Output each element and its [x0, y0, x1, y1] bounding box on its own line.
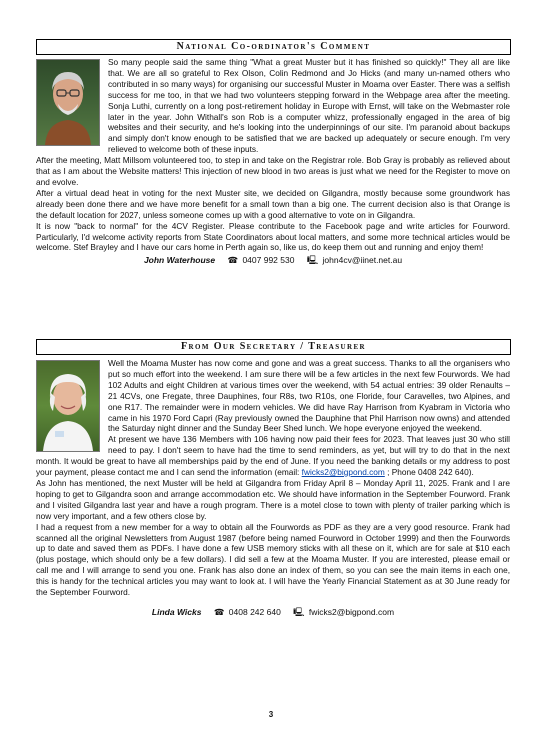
coordinator-para-1: So many people said the same thing "What a great Muster but it has finished so quickly!" They all are like that. We are all so grateful to Rex Olson, Colin Redmond and Jo Hicks (and many un-named others who contributed in so many ways) for organising our successful Muster in Moama over Easter. There was a selfish success for me too, in that we had two volunteers stepping forward in the Webpage area after the meeting. Sonja Luthi, currently on a long post-retirement holiday in Europe with Ernst, will take on the Webmaster role later in the year. John Withall's son Rob is a computer whizz, professionally engaged in the area of big websites and their security, and he's looking into the underpinnings of our site. I'm paranoid about backups and simply don't know enough to be satisfied that we are backed up adequately or secure enough. I'm very relieved to welcome both of these inputs.: [108, 57, 510, 155]
photo-linda-wicks: [36, 360, 100, 452]
secretary-para-1: Well the Moama Muster has now come and gone and was a great success. Thanks to all the organisers who put so much effort into the weekend. I am sure there will be a few articles in the next few Fourwords. We had 102 Adults and eight Children at various times over the weekend, with 54 actual entries: 39 older Renaults – 21 4CVs, one Fregate, three Dauphines, four R8s, two R10s, one Floride, four Caravelles, two Alpines, and one R17. The remainder were in modern vehicles. We did have Ray Harrison from Kyabram in Victoria who came in his 1970 Ford Capri (Ray previously owned the Dauphine that Phil Harrison now owns) and attended the Saturday night dinner and the Sunday Beer Shed lunch. We hope everyone enjoyed the weekend.: [108, 358, 510, 434]
coordinator-para-2: After the meeting, Matt Millsom volunteered too, to step in and take on the Registrar role. Bob Gray is probably as relieved about that as I am about the Website matters! This injection of new blood in two areas is just what we need for the Register to move on and evolve.: [36, 155, 510, 187]
computer-icon: 🖳: [306, 255, 319, 266]
signature-name: Linda Wicks: [151, 606, 202, 617]
secretary-para-4: I had a request from a new member for a way to obtain all the Fourwords as PDF as they are a very good resource. Frank had scanned all the original Newsletters from August 1987 (before being named Fourword in October 1999) and then the Fourwords up to date and saved them as PDFs. I have done a few USB memory sticks with all these on it, which are for sale at $10 each (plus postage, which should only be a few dollars). I did sell a few at the Moama Muster. If you are interested, please email or call me and I will arrange to send you one. Frank has also done an index of them, so you can see the main items in each one, this is handy for the technical articles you may want to look at. I will have the Yearly Financial Statement as at 30 June ready for the September Fourword.: [36, 521, 510, 598]
computer-icon: 🖳: [293, 606, 305, 617]
phone-icon: ☎: [227, 255, 239, 266]
coordinator-para-3: After a virtual dead heat in voting for the next Muster site, we decided on Gilgandra, mostly because some groundwork has already been done there and we have more benefit for a small town than a big one. The current decision also is that Orange is the default location for 2027, unless someone comes up with a good alternative to vote on in Gilgandra.: [36, 187, 510, 220]
page-number: 3: [268, 710, 274, 719]
secretary-para-2-text: At present we have 136 Members with 106 having now paid their fees for 2023. That leaves just 30 who still need to pay. I don't seem to have had the time to send reminders, as yet, but will try to do that in the next month. It would be great to have all memberships paid by the end of June. If you need the banking details or my address to post your payment, please contact me and I can send the information (email:: [36, 434, 510, 478]
signature-name: John Waterhouse: [143, 255, 216, 266]
photo-john-waterhouse: [36, 59, 100, 146]
secretary-email-link[interactable]: fwicks2@bigpond.com: [301, 467, 385, 478]
signature-email[interactable]: fwicks2@bigpond.com: [308, 606, 395, 617]
section-header-secretary: From Our Secretary / Treasurer: [36, 339, 511, 355]
coordinator-para-4: It is now "back to normal" for the 4CV Register. Please contribute to the Facebook page and write articles for Fourword. Particularly, I'd welcome activity reports from State Coordinators about local matters, and some more technical articles would be welcome. Stef Brayley and I have our cars home in Perth again so, like us, do keep them out and running and enjoy them!: [36, 220, 510, 253]
phone-icon: ☎: [213, 606, 225, 617]
secretary-report-body: [36, 358, 510, 618]
coordinator-comment-body: [36, 57, 510, 266]
signature-phone: 0407 992 530: [242, 255, 295, 266]
secretary-signature: [36, 606, 510, 618]
secretary-para-2-end: ; Phone 0408 242 640).: [384, 467, 474, 478]
section-header-coordinator: National Co-ordinator's Comment: [36, 39, 511, 55]
secretary-para-2: [36, 434, 510, 478]
secretary-para-3: As John has mentioned, the next Muster will be held at Gilgandra from Friday April 8 – Monday April 11, 2025. Frank and I are hoping to get to Gilgandra soon and arrange accommodation etc. We should have information in the September Fourword. Frank and I visited Gilgandra last year and have a rough program. There is a motel close to town with plenty of trailer parking which is now very important, and a few others close by.: [36, 477, 510, 521]
coordinator-signature: [36, 254, 510, 266]
signature-phone: 0408 242 640: [228, 606, 281, 617]
signature-email[interactable]: john4cv@iinet.net.au: [322, 255, 403, 266]
